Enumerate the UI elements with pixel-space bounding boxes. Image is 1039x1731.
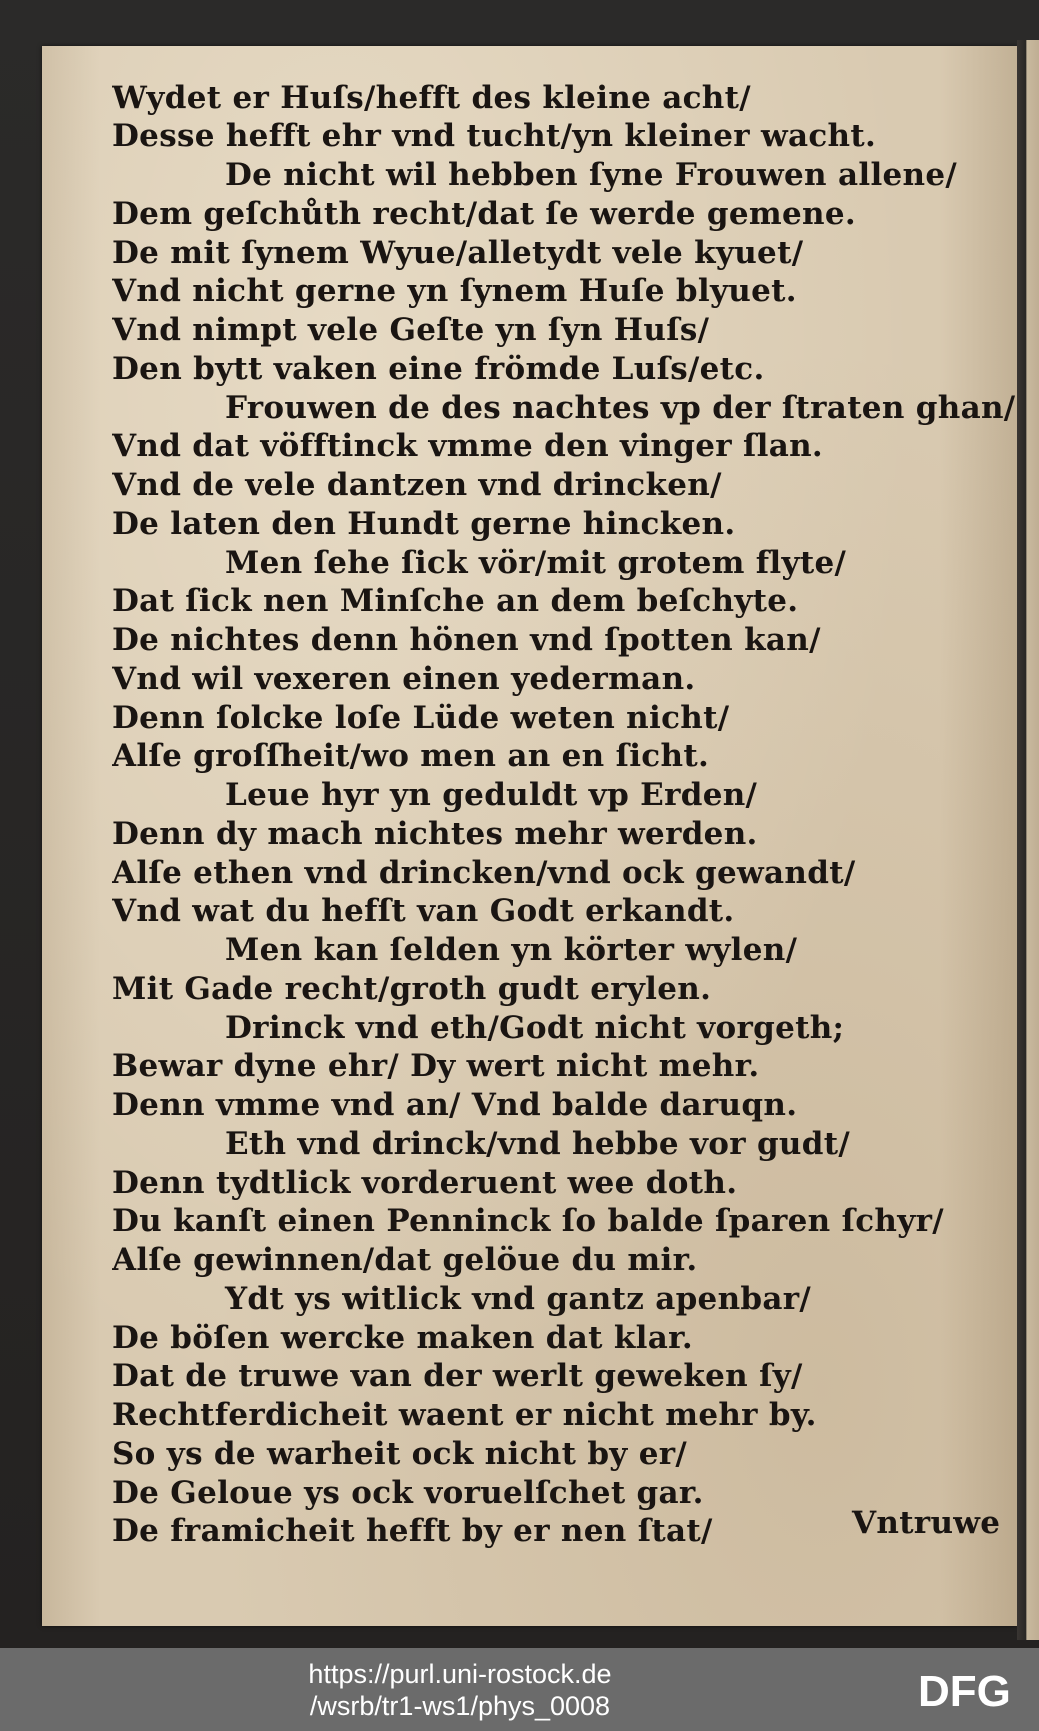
text-line: So ys de warheit ock nicht by er/ (112, 1436, 687, 1472)
text-line: Denn tydtlick vorderuent wee doth. (112, 1165, 738, 1201)
text-line: Mit Gade recht/groth gudt erylen. (112, 971, 712, 1007)
footer-bar (0, 1648, 1039, 1731)
text-line: Vnd dat vöfftinck vmme den vinger ſlan. (112, 428, 824, 464)
text-line: Desse hefft ehr vnd tucht/yn kleiner wacht. (112, 118, 877, 154)
text-line: Wydet er Huſs/hefft des kleine acht/ (112, 80, 751, 116)
text-line: De böſen wercke maken dat klar. (112, 1320, 693, 1356)
next-page-edge (1017, 40, 1039, 1640)
text-line: Dem geſchůth recht/dat ſe werde gemene. (112, 196, 856, 232)
permalink-line-1[interactable]: https://purl.uni-rostock.de (308, 1659, 612, 1689)
text-line: Alſe groſſheit/wo men an en ſicht. (112, 738, 710, 774)
permalink-line-2[interactable]: /wsrb/tr1-ws1/phys_0008 (309, 1691, 611, 1721)
text-line: Alſe ethen vnd drincken/vnd ock gewandt/ (112, 855, 856, 891)
text-line: Bewar dyne ehr/ Dy wert nicht mehr. (112, 1048, 760, 1084)
text-line: Denn dy mach nichtes mehr werden. (112, 816, 758, 852)
text-line: Dat ſick nen Minſche an dem beſchyte. (112, 583, 799, 619)
dfg-logo (918, 1666, 1028, 1712)
text-line: Den bytt vaken eine frömde Luſs/etc. (112, 351, 765, 387)
text-line: Men ſehe ſick vör/mit grotem flyte/ (225, 545, 847, 581)
text-line: Denn vmme vnd an/ Vnd balde daruqn. (112, 1087, 798, 1123)
text-line: De nichtes denn hönen vnd ſpotten kan/ (112, 622, 821, 658)
permalink[interactable] (270, 1658, 650, 1722)
text-line: Eth vnd drinck/vnd hebbe vor gudt/ (225, 1126, 850, 1162)
text-line: Vnd wil vexeren einen yederman. (112, 661, 696, 697)
text-line: Dat de truwe van der werlt geweken ſy/ (112, 1358, 803, 1394)
catchword: Vntruwe (852, 1505, 1001, 1541)
text-line: Vnd de vele dantzen vnd drincken/ (112, 467, 722, 503)
text-line: Leue hyr yn geduldt vp Erden/ (225, 777, 758, 813)
text-line: Rechtferdicheit waent er nicht mehr by. (112, 1397, 817, 1433)
text-line: Du kanſt einen Penninck ſo balde ſparen ſchyr/ (112, 1203, 944, 1239)
text-line: De framicheit hefft by er nen ſtat/ (112, 1513, 713, 1549)
text-line: De mit ſynem Wyue/alletydt vele kyuet/ (112, 235, 804, 271)
text-line: De nicht wil hebben ſyne Frouwen allene/ (225, 157, 958, 193)
text-line: Men kan ſelden yn körter wylen/ (225, 932, 798, 968)
text-line: Vnd nimpt vele Geſte yn ſyn Huſs/ (112, 312, 710, 348)
text-line: De laten den Hundt gerne hincken. (112, 506, 736, 542)
page-text (112, 78, 1017, 1598)
text-line: Denn ſolcke loſe Lüde weten nicht/ (112, 700, 730, 736)
text-line: De Geloue ys ock voruelſchet gar. (112, 1475, 704, 1511)
text-line: Vnd wat du hefſt van Godt erkandt. (112, 893, 735, 929)
text-line: Ydt ys witlick vnd gantz apenbar/ (225, 1281, 812, 1317)
text-line: Drinck vnd eth/Godt nicht vorgeth; (225, 1010, 845, 1046)
text-line: Frouwen de des nachtes vp der ſtraten ghan/ (225, 390, 1016, 426)
text-line: Vnd nicht gerne yn ſynem Huſe blyuet. (112, 273, 797, 309)
text-line: Alſe gewinnen/dat gelöue du mir. (112, 1242, 698, 1278)
dfg-logo-text: DFG (918, 1667, 1011, 1712)
